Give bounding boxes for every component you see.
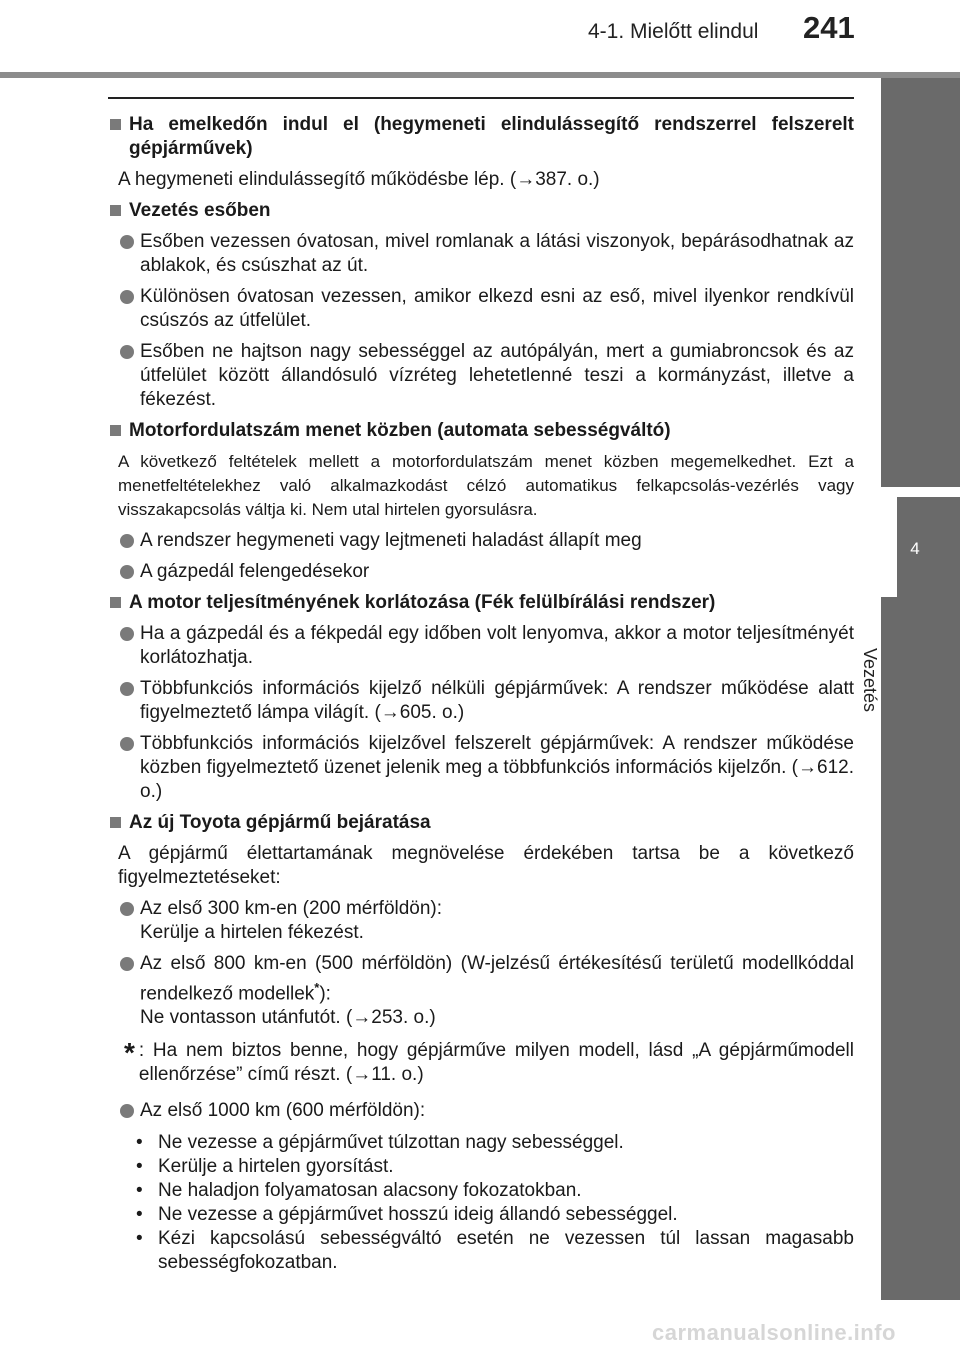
bullet-text: Ha a gázpedál és a fékpedál egy időben volt lenyomva, akkor a motor teljesítményét korlátozhatja. [140, 623, 854, 668]
list-text: Ne haladjon folyamatosan alacsony fokozatokban. [158, 1180, 582, 1202]
chapter-side-tab [881, 78, 960, 1300]
circle-bullet-icon [120, 902, 134, 916]
bullet-item [108, 897, 854, 945]
circle-bullet-icon [120, 235, 134, 249]
circle-bullet-icon [120, 565, 134, 579]
list-marker: • [136, 1180, 143, 1202]
bullet-text: A gázpedál felengedésekor [140, 561, 370, 582]
list-marker: • [136, 1156, 143, 1178]
section-heading [108, 113, 854, 161]
bullet-text: Esőben vezessen óvatosan, mivel romlanak a látási viszonyok, bepárásodhatnak az ablakok, és csúszhat az út. [140, 231, 854, 276]
watermark: carmanualsonline.info [652, 1320, 896, 1345]
heading-text: Motorfordulatszám menet közben (automata sebességváltó) [129, 420, 671, 441]
bullet-text-part: ): [319, 983, 331, 1005]
bullet-item [108, 529, 854, 553]
page-number: 241 [803, 10, 855, 45]
chapter-number: 4 [910, 539, 920, 558]
circle-bullet-icon [120, 682, 134, 696]
list-text: Ne vezesse a gépjárművet hosszú ideig állandó sebességgel. [158, 1204, 678, 1226]
section-heading [108, 419, 854, 443]
list-text: Kézi kapcsolású sebességváltó esetén ne vezessen túl lassan magasabb sebességfokozatban. [158, 1228, 854, 1274]
circle-bullet-icon [120, 345, 134, 359]
circle-bullet-icon [120, 627, 134, 641]
heading-text: Ha emelkedőn indul el (hegymeneti elindulássegítő rendszerrel felszerelt gépjárművek) [129, 114, 854, 159]
heading-text: A motor teljesítményének korlátozása (Fék felülbírálási rendszer) [129, 592, 716, 613]
bullet-item [108, 732, 854, 804]
bullet-text: Többfunkciós információs kijelző nélküli gépjárművek: A rendszer működése alatt figyelmeztető lámpa világít. (→605. o.) [140, 678, 854, 723]
list-item [136, 1227, 854, 1275]
content-top-rule [108, 97, 854, 99]
footnote [108, 1039, 854, 1087]
circle-bullet-icon [120, 1104, 134, 1118]
bullet-text: Különösen óvatosan vezessen, amikor elkezd esni az eső, mivel ilyenkor rendkívül csúszós az útfelület. [140, 286, 854, 331]
bullet-text: Esőben ne hajtson nagy sebességgel az autópályán, mert a gumiabroncsok és az útfelület között állandósuló vízréteg lehetetlenné teszi a kormányzást, illetve a fékezést. [140, 341, 854, 410]
list-marker: • [136, 1132, 143, 1154]
header-rule [0, 72, 960, 78]
list-marker: • [136, 1204, 143, 1226]
square-bullet-icon [110, 119, 121, 130]
paragraph: A következő feltételek mellett a motorfordulatszám menet közben megemelkedhet. Ezt a menetfeltételekhez való alkalmazkodást célzó automatikus felkapcsolás-vezérlés vagy visszakapcsolás váltja ki. Nem utal hirtelen gyorsulásra. [118, 452, 854, 519]
bullet-text [140, 952, 854, 1030]
circle-bullet-icon [120, 534, 134, 548]
page-content [108, 106, 854, 1275]
bullet-text-part: Ne vontasson utánfutót. (→253. o.) [140, 1007, 436, 1029]
footnote-reference: * [314, 980, 320, 995]
bullet-text: Többfunkciós információs kijelzővel felszerelt gépjárművek: A rendszer működése közben figyelmeztető üzenet jelenik meg a többfunkciós információs kijelzőn. (→612. o.) [140, 733, 854, 802]
bullet-item [108, 285, 854, 333]
bullet-text: Az első 1000 km (600 mérföldön): [140, 1100, 426, 1122]
list-text: Ne vezesse a gépjárművet túlzottan nagy sebességgel. [158, 1132, 624, 1154]
dot-list [108, 1131, 854, 1275]
circle-bullet-icon [120, 957, 134, 971]
paragraph: A hegymeneti elindulássegítő működésbe lép. (→387. o.) [118, 169, 600, 190]
bullet-text-part: Az első 800 km-en (500 mérföldön) (W-jelzésű értékesítésű területű modellkóddal rendelkező modellek [140, 953, 854, 1005]
bullet-text: Az első 300 km-en (200 mérföldön): Kerülje a hirtelen fékezést. [140, 898, 443, 943]
chapter-label: Vezetés [860, 648, 880, 713]
list-item [136, 1179, 854, 1203]
heading-text: Vezetés esőben [129, 200, 271, 221]
bullet-text: A rendszer hegymeneti vagy lejtmeneti haladást állapít meg [140, 530, 642, 551]
square-bullet-icon [110, 205, 121, 216]
heading-text: Az új Toyota gépjármű bejáratása [129, 812, 431, 833]
list-item [136, 1131, 854, 1155]
paragraph: A gépjármű élettartamának megnövelése érdekében tartsa be a következő figyelmeztetéseket: [118, 843, 854, 888]
bullet-item [108, 340, 854, 412]
square-bullet-icon [110, 425, 121, 436]
bullet-item [108, 952, 854, 1030]
square-bullet-icon [110, 817, 121, 828]
bullet-item [108, 677, 854, 725]
circle-bullet-icon [120, 290, 134, 304]
section-heading [108, 811, 854, 835]
section-heading [108, 199, 854, 223]
square-bullet-icon [110, 597, 121, 608]
footnote-mark: * [124, 1037, 135, 1069]
section-heading [108, 591, 854, 615]
bullet-item [108, 230, 854, 278]
list-text: Kerülje a hirtelen gyorsítást. [158, 1156, 394, 1178]
list-item [136, 1203, 854, 1227]
circle-bullet-icon [120, 737, 134, 751]
list-item [136, 1155, 854, 1179]
bullet-item [108, 622, 854, 670]
header-section-title: 4-1. Mielőtt elindul [588, 20, 759, 43]
list-marker: • [136, 1228, 143, 1250]
bullet-item [108, 560, 854, 584]
footnote-text: : Ha nem biztos benne, hogy gépjárműve milyen modell, lásd „A gépjárműmodell ellenőrzése” című részt. (→11. o.) [138, 1040, 854, 1086]
bullet-item [108, 1099, 854, 1123]
